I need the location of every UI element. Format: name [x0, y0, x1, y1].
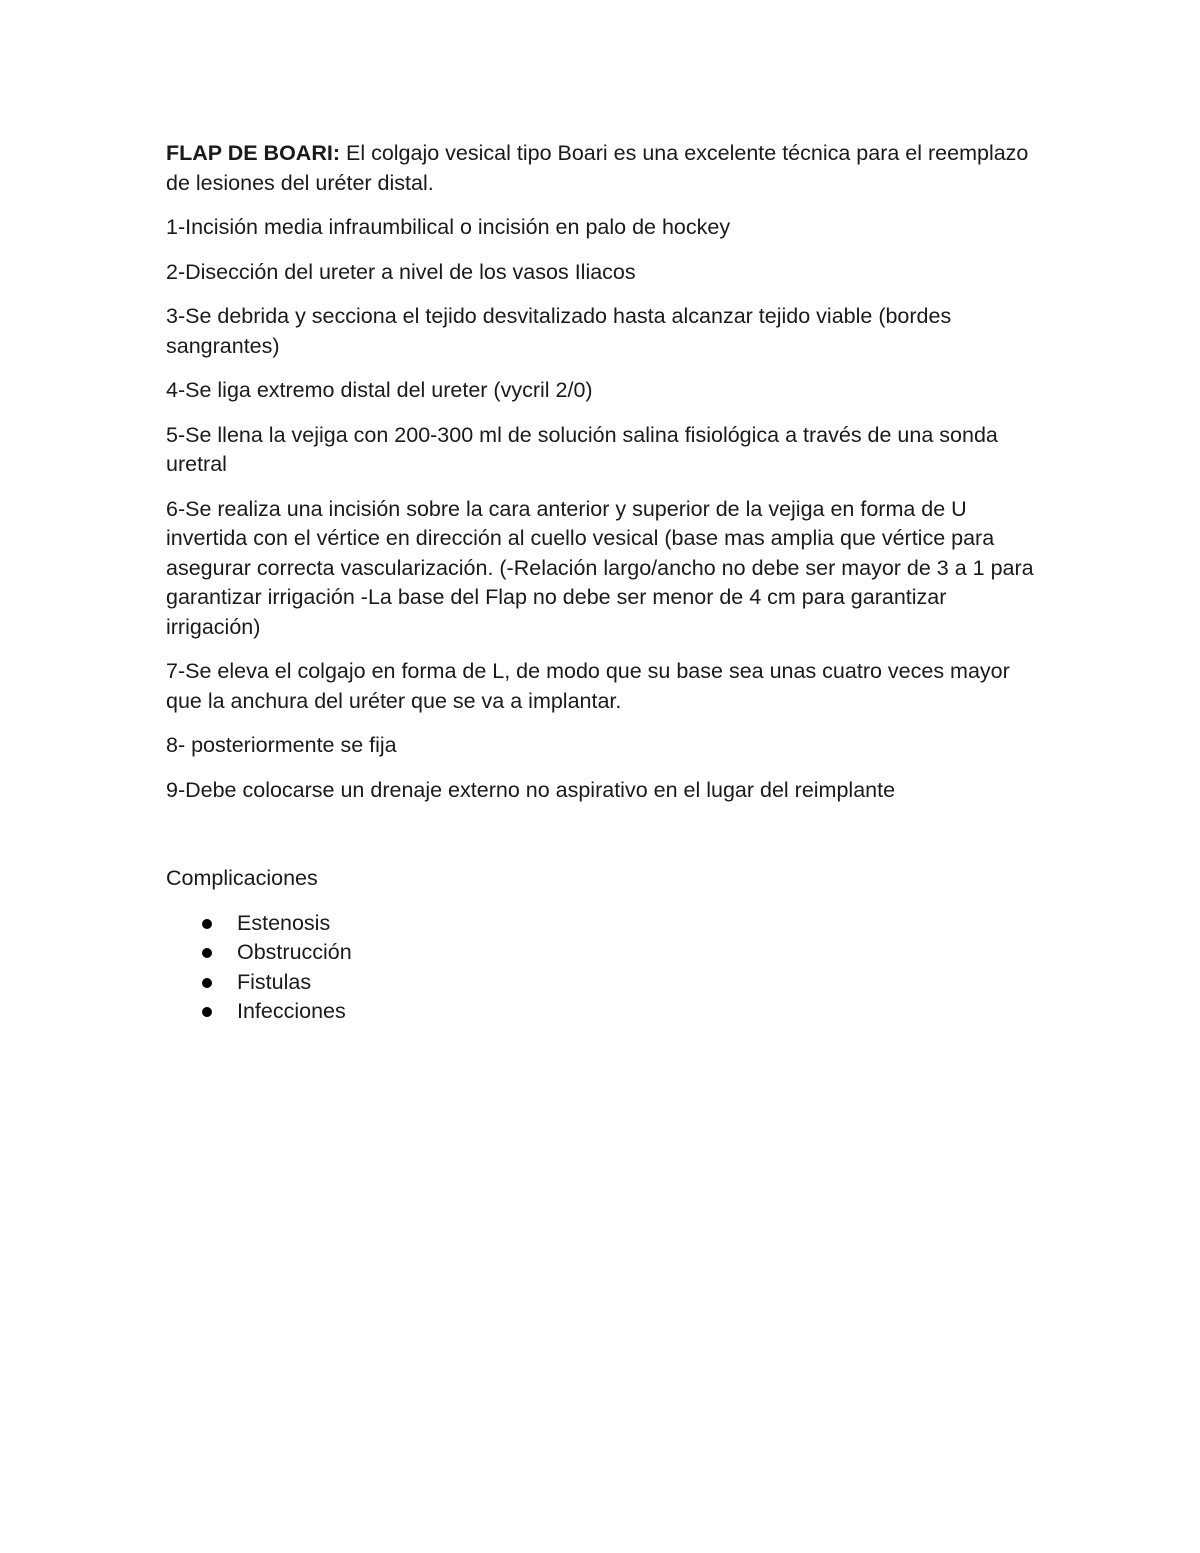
list-item [166, 909, 1046, 939]
document-page [166, 139, 1046, 1027]
list-item [166, 968, 1046, 998]
complications-title: Complicaciones [166, 866, 318, 890]
step-9: 9-Debe colocarse un drenaje externo no aspirativo en el lugar del reimplante [166, 777, 896, 802]
step-4: 4-Se liga extremo distal del ureter (vycril 2/0) [166, 378, 593, 402]
list-item-label: Fistulas [237, 969, 312, 994]
bullet-icon [202, 1007, 212, 1017]
intro-text: El colgajo vesical tipo Boari es una excelente técnica para el reemplazo de lesiones del uréter distal. [166, 141, 1029, 195]
step-6: 6-Se realiza una incisión sobre la cara anterior y superior de la vejiga en forma de U invertida con el vértice en dirección al cuello vesical (base mas amplia que vértice para asegurar correcta vascularización. (-Relación largo/ancho no debe ser mayor de 3 a 1 para garantizar irrigación -La base del Flap no debe ser menor de 4 cm para garantizar irrigación) [166, 496, 1034, 639]
step-2: 2-Disección del ureter a nivel de los vasos Iliacos [166, 259, 636, 284]
step-5: 5-Se llena la vejiga con 200-300 ml de solución salina fisiológica a través de una sonda uretral [166, 422, 998, 476]
bullet-icon [202, 978, 212, 988]
step-3: 3-Se debrida y secciona el tejido desvitalizado hasta alcanzar tejido viable (bordes sangrantes) [166, 304, 952, 358]
bullet-icon [202, 919, 212, 929]
document-heading: FLAP DE BOARI: [166, 141, 340, 165]
bullet-icon [202, 948, 212, 958]
step-1: 1-Incisión media infraumbilical o incisión en palo de hockey [166, 215, 731, 239]
list-item-label: Obstrucción [237, 940, 352, 964]
intro-paragraph [166, 139, 1046, 198]
step-8: 8- posteriormente se fija [166, 733, 397, 757]
blank-line [166, 820, 1046, 864]
list-item-label: Estenosis [237, 910, 331, 935]
list-item [166, 938, 1046, 968]
list-item-label: Infecciones [237, 999, 346, 1023]
list-item [166, 997, 1046, 1027]
complications-list [166, 909, 1046, 1027]
step-7: 7-Se eleva el colgajo en forma de L, de modo que su base sea unas cuatro veces mayor que la anchura del uréter que se va a implantar. [166, 659, 1010, 713]
